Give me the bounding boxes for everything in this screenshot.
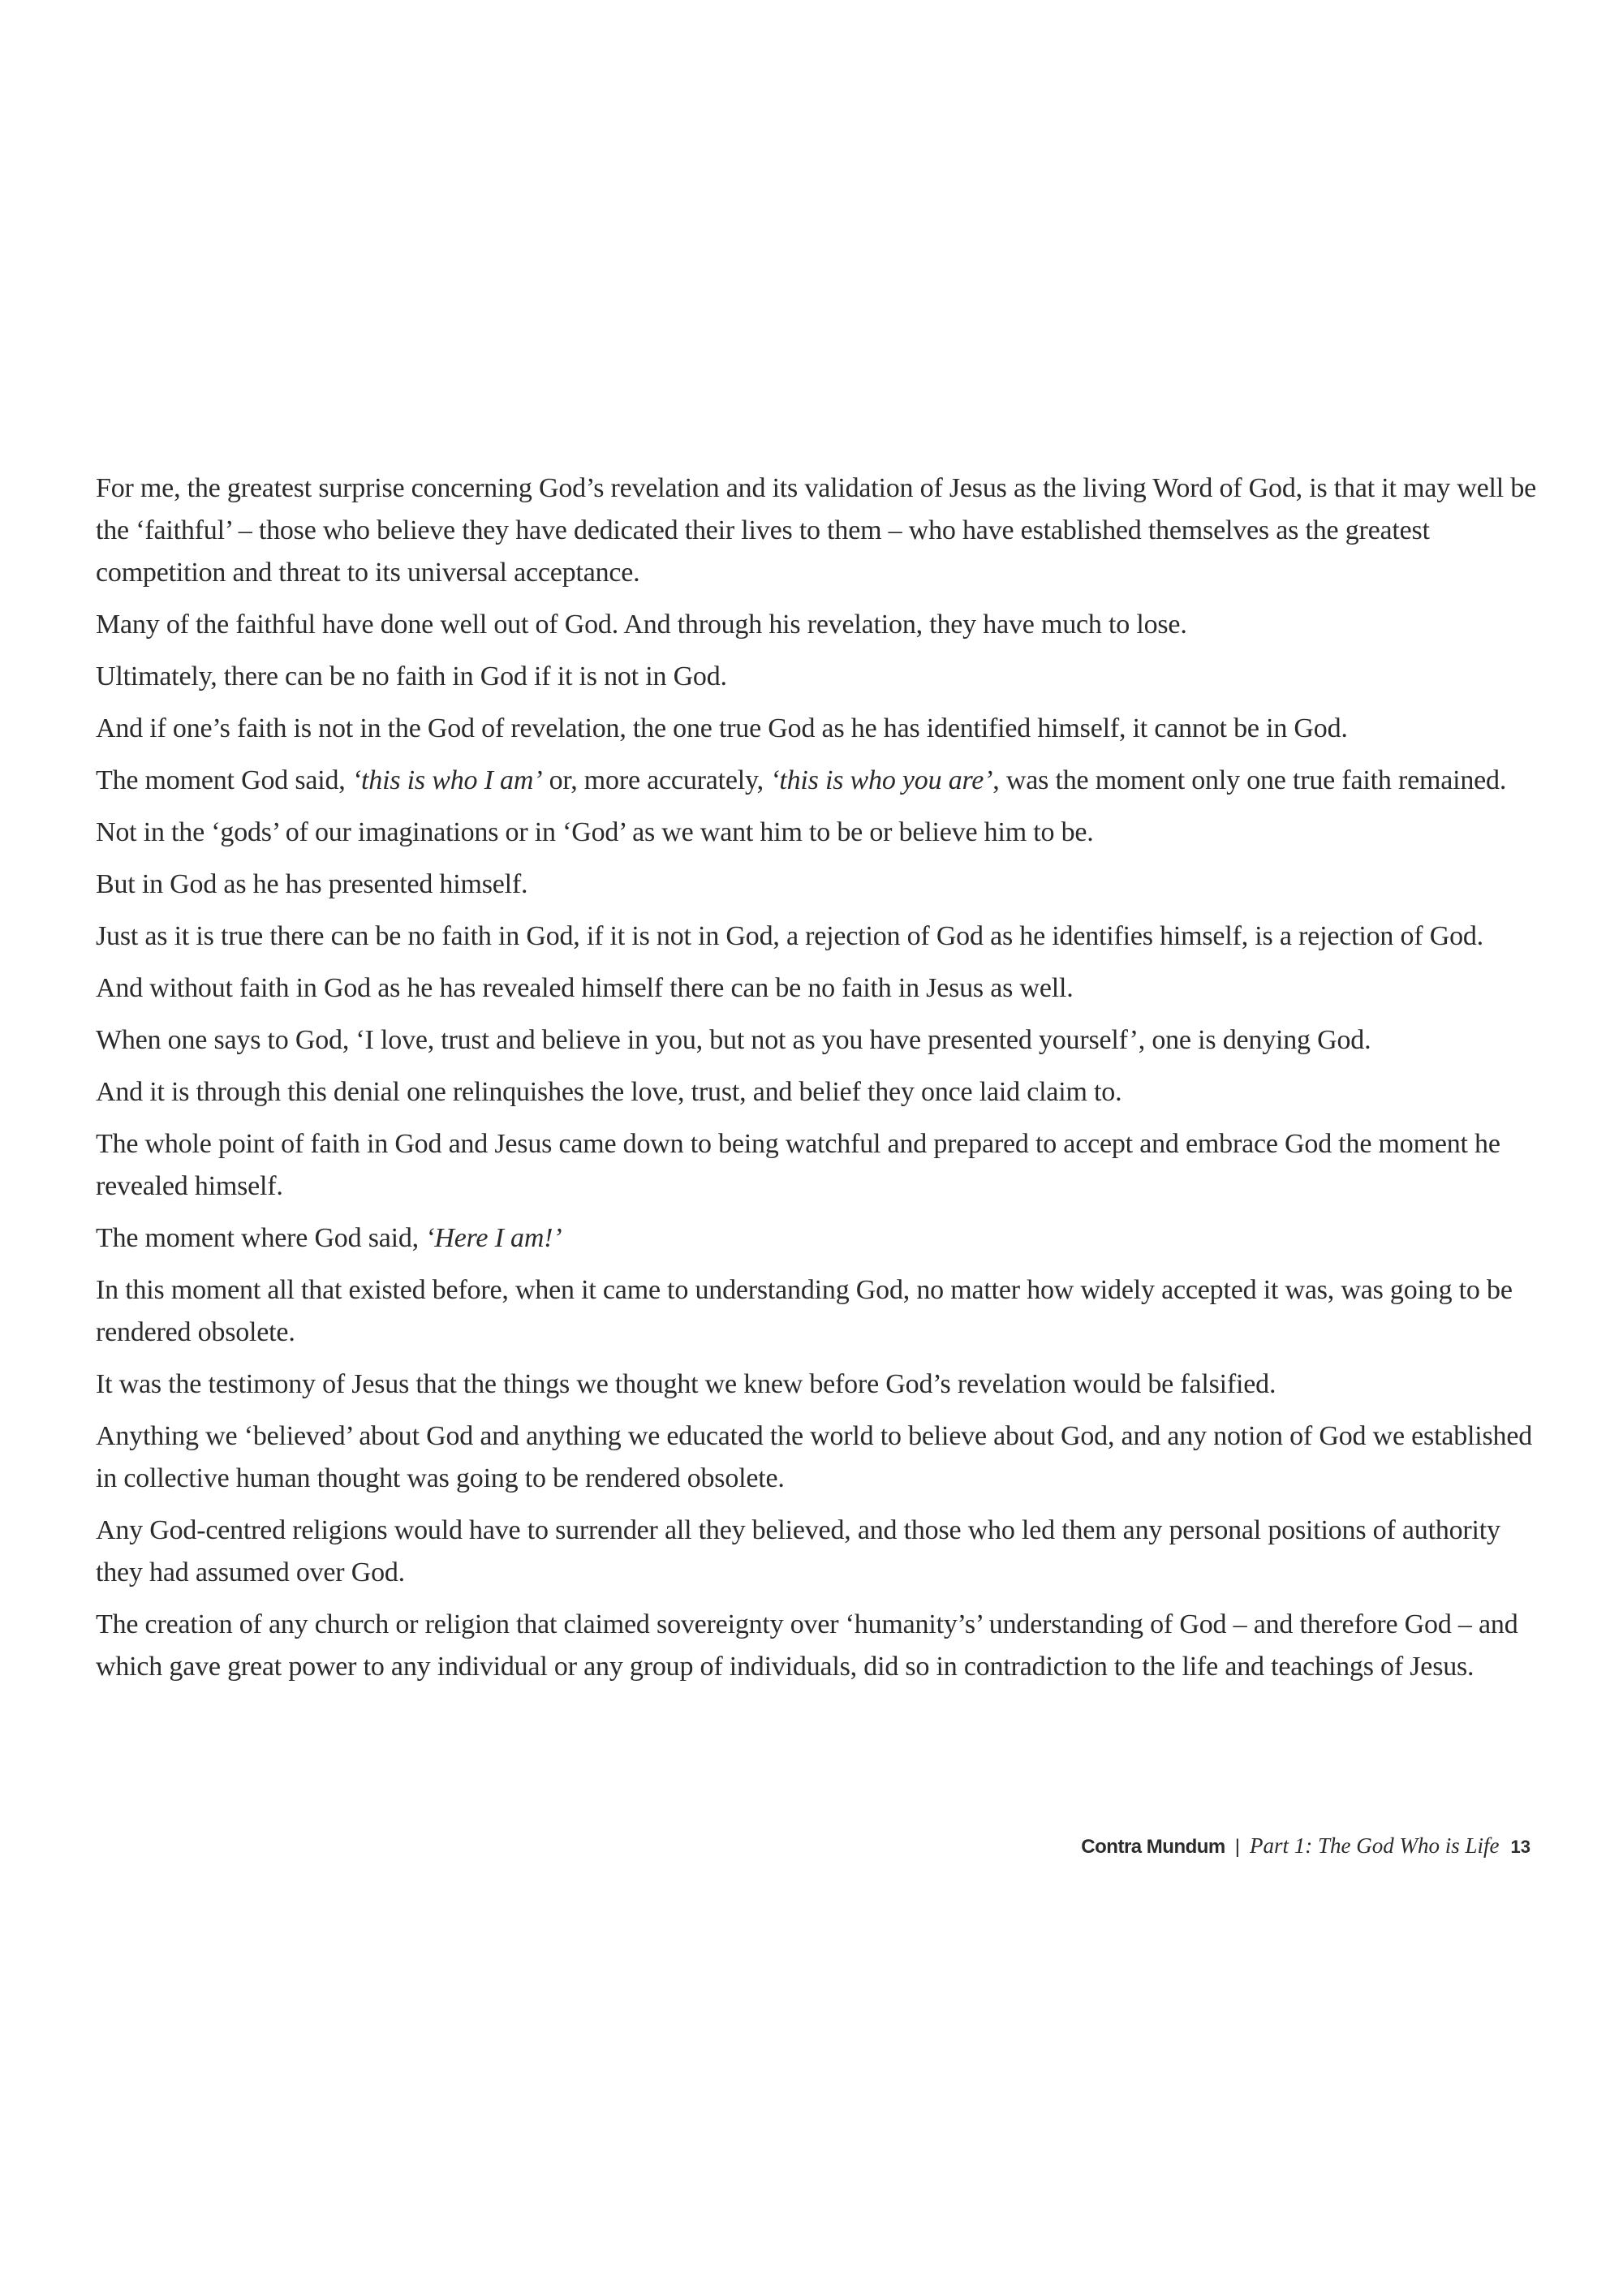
paragraph-text: Not in the ‘gods’ of our imaginations or in ‘God’ as we want him to be or believe him to be. [96, 817, 1094, 847]
paragraph [96, 1019, 1540, 1062]
paragraph-text: When one says to God, ‘I love, trust and believe in you, but not as you have presented yourself’, one is denying God. [96, 1025, 1371, 1055]
paragraph [96, 467, 1540, 594]
body-text [96, 467, 1540, 1698]
paragraph-text: , was the moment only one true faith remained. [992, 765, 1507, 795]
paragraph [96, 760, 1540, 802]
paragraph [96, 1510, 1540, 1594]
paragraph-text: The creation of any church or religion that claimed sovereignty over ‘humanity’s’ understanding of God – and therefore God – and which gave great power to any individual or any group of individuals, did so in contradiction to the life and teachings of Jesus. [96, 1609, 1518, 1682]
paragraph-text: For me, the greatest surprise concerning God’s revelation and its validation of Jesus as the living Word of God, is that it may well be the ‘faithful’ – those who believe they have dedicated their lives to them – who have established themselves as the greatest competition and threat to its universal acceptance. [96, 473, 1537, 588]
paragraph-text: It was the testimony of Jesus that the things we thought we knew before God’s revelation would be falsified. [96, 1369, 1276, 1399]
paragraph [96, 1071, 1540, 1114]
paragraph-text: And without faith in God as he has revealed himself there can be no faith in Jesus as well. [96, 973, 1074, 1003]
paragraph-text: or, more accurately, [542, 765, 771, 795]
paragraph [96, 1217, 1540, 1260]
italic-text: ‘this is who you are’ [770, 765, 993, 795]
paragraph-text: In this moment all that existed before, when it came to understanding God, no matter how widely accepted it was, was going to be rendered obsolete. [96, 1275, 1513, 1347]
paragraph-text: The moment where God said, [96, 1223, 426, 1253]
paragraph-text: And it is through this denial one relinquishes the love, trust, and belief they once laid claim to. [96, 1077, 1122, 1107]
paragraph [96, 1415, 1540, 1500]
italic-text: ‘this is who I am’ [351, 765, 543, 795]
paragraph-text: The whole point of faith in God and Jesus came down to being watchful and prepared to accept and embrace God the moment he revealed himself. [96, 1129, 1500, 1201]
paragraph [96, 967, 1540, 1010]
paragraph-text: Ultimately, there can be no faith in God if it is not in God. [96, 661, 727, 691]
paragraph [96, 708, 1540, 750]
paragraph [96, 1269, 1540, 1354]
footer-book-title: Contra Mundum [1081, 1836, 1225, 1858]
paragraph [96, 864, 1540, 906]
page-number: 13 [1510, 1837, 1530, 1857]
paragraph [96, 1604, 1540, 1688]
paragraph [96, 1123, 1540, 1208]
paragraph-text: Just as it is true there can be no faith in God, if it is not in God, a rejection of God as he identifies himself, is a rejection of God. [96, 921, 1483, 951]
running-footer [1081, 1831, 1530, 1862]
paragraph [96, 1363, 1540, 1406]
paragraph-text: And if one’s faith is not in the God of revelation, the one true God as he has identified himself, it cannot be in God. [96, 713, 1348, 743]
footer-part-title: Part 1: The God Who is Life [1250, 1833, 1500, 1858]
paragraph-text: Any God-centred religions would have to surrender all they believed, and those who led them any personal positions of authority they had assumed over God. [96, 1515, 1500, 1587]
paragraph [96, 604, 1540, 646]
paragraph-text: Many of the faithful have done well out of God. And through his revelation, they have much to lose. [96, 610, 1187, 640]
paragraph-text: Anything we ‘believed’ about God and anything we educated the world to believe about God, and any notion of God we established in collective human thought was going to be rendered obsolete. [96, 1421, 1533, 1493]
paragraph [96, 812, 1540, 854]
paragraph-text: The moment God said, [96, 765, 352, 795]
paragraph [96, 656, 1540, 698]
italic-text: ‘Here I am!’ [425, 1223, 562, 1253]
footer-separator: | [1234, 1836, 1241, 1858]
paragraph [96, 915, 1540, 958]
paragraph-text: But in God as he has presented himself. [96, 869, 528, 899]
